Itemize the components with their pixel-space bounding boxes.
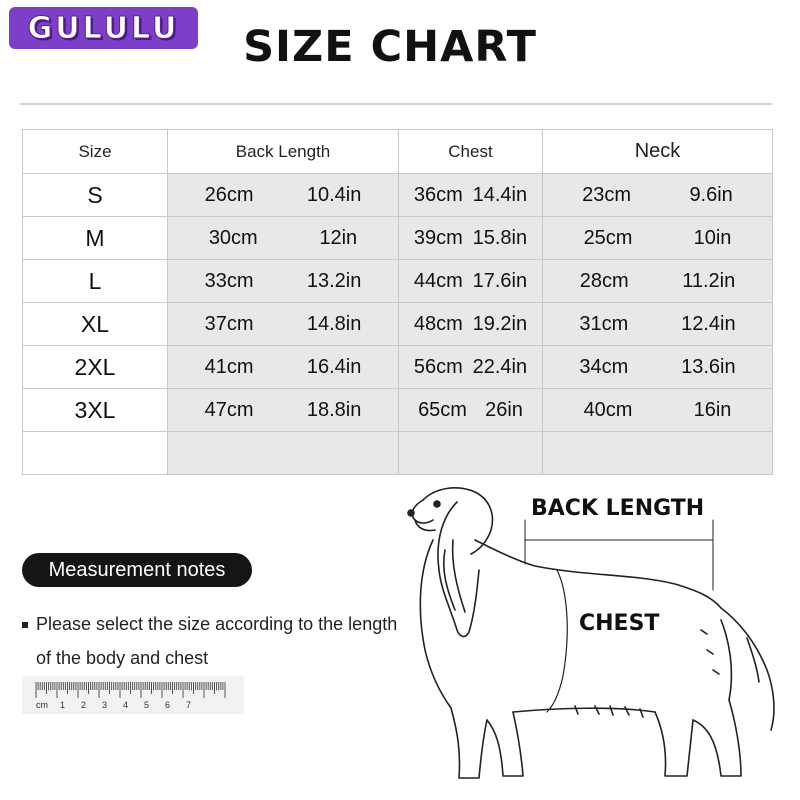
chest-label: CHEST (579, 611, 660, 636)
neck-cell-values (543, 227, 772, 250)
neck-in-value: 12.4in (681, 312, 736, 335)
chest-cm-value: 44cm (413, 269, 463, 292)
table-body (23, 174, 773, 432)
empty-cell (543, 432, 773, 475)
ruler-number: 4 (123, 700, 129, 710)
empty-cell (23, 432, 168, 475)
bullet-icon (22, 622, 28, 628)
size-cell: M (23, 217, 168, 260)
size-cell: XL (23, 303, 168, 346)
back-length-cell-values (168, 227, 398, 250)
ruler-number: 1 (60, 700, 66, 710)
notes-line-1 (22, 607, 412, 641)
page-title: SIZE CHART (243, 22, 537, 72)
chest-in-value: 14.4in (472, 183, 528, 206)
chest-cm-value: 48cm (413, 312, 463, 335)
neck-cm-value: 23cm (582, 183, 632, 206)
chest-cell-values (399, 356, 542, 379)
chest-in-value: 17.6in (472, 269, 528, 292)
chest-cell (399, 389, 543, 432)
chest-cell (399, 174, 543, 217)
back-length-cell-values (168, 270, 398, 293)
ruler-icon (22, 676, 244, 714)
back-length-label: BACK LENGTH (531, 496, 705, 521)
table-row (23, 217, 773, 260)
chest-in-value: 19.2in (472, 312, 528, 335)
neck-cell (543, 303, 773, 346)
back-in-value: 14.8in (306, 312, 362, 335)
chest-cell-values (399, 184, 542, 207)
chest-in-value: 22.4in (472, 355, 528, 378)
header-back-length: Back Length (168, 130, 399, 174)
neck-cell (543, 217, 773, 260)
ruler-graphic (22, 676, 244, 714)
notes-line-1-text: Please select the size according to the length (36, 614, 398, 634)
empty-cell (399, 432, 543, 475)
neck-cm-value: 28cm (579, 269, 629, 292)
table-row-empty (23, 432, 773, 475)
neck-cm-value: 25cm (583, 226, 633, 249)
chest-cell (399, 303, 543, 346)
chest-cm-value: 65cm (418, 398, 467, 421)
ruler-number: 2 (81, 700, 87, 710)
neck-cell (543, 389, 773, 432)
table-row (23, 260, 773, 303)
back-cm-value: 37cm (204, 312, 254, 335)
table-header-row (23, 130, 773, 174)
back-length-cell-values (168, 313, 398, 336)
ruler-number: 5 (144, 700, 150, 710)
back-length-cell (168, 174, 399, 217)
header-size: Size (23, 130, 168, 174)
neck-in-value: 16in (693, 398, 732, 421)
neck-in-value: 10in (693, 226, 732, 249)
chest-cell-values (399, 227, 542, 250)
header-chest: Chest (399, 130, 543, 174)
back-in-value: 16.4in (306, 355, 362, 378)
back-length-cell (168, 346, 399, 389)
back-length-cell-values (168, 184, 398, 207)
measurement-notes-pill: Measurement notes (22, 553, 252, 587)
neck-cm-value: 34cm (579, 355, 629, 378)
table-row (23, 346, 773, 389)
header-neck: Neck (543, 130, 773, 174)
size-cell: 3XL (23, 389, 168, 432)
back-cm-value: 47cm (204, 398, 254, 421)
back-in-value: 13.2in (306, 269, 362, 292)
back-cm-value: 41cm (204, 355, 254, 378)
table-row (23, 389, 773, 432)
back-in-value: 10.4in (306, 183, 362, 206)
chest-cell (399, 217, 543, 260)
chest-cell-values (399, 399, 542, 422)
back-length-cell (168, 217, 399, 260)
ruler-number: 6 (165, 700, 171, 710)
back-length-cell-values (168, 356, 398, 379)
back-length-cell-values (168, 399, 398, 422)
empty-cell (168, 432, 399, 475)
back-cm-value: 26cm (204, 183, 254, 206)
chest-cm-value: 56cm (413, 355, 463, 378)
back-in-value: 12in (319, 226, 358, 249)
ruler-number: 7 (186, 700, 192, 710)
notes-line-2: of the body and chest (36, 648, 209, 668)
neck-cell (543, 174, 773, 217)
neck-cell-values (543, 184, 772, 207)
neck-cell (543, 260, 773, 303)
neck-cm-value: 31cm (579, 312, 629, 335)
neck-cm-value: 40cm (583, 398, 633, 421)
back-length-cell (168, 303, 399, 346)
chest-cell (399, 346, 543, 389)
chest-cm-value: 36cm (413, 183, 463, 206)
neck-cell-values (543, 399, 772, 422)
ruler-number: 3 (102, 700, 108, 710)
back-in-value: 18.8in (306, 398, 362, 421)
size-cell: 2XL (23, 346, 168, 389)
neck-in-value: 13.6in (681, 355, 736, 378)
back-cm-value: 30cm (208, 226, 258, 249)
size-table (22, 129, 773, 475)
chest-cell-values (399, 270, 542, 293)
neck-cell-values (543, 356, 772, 379)
chest-in-value: 15.8in (472, 226, 528, 249)
neck-in-value: 9.6in (689, 183, 733, 206)
table-row (23, 303, 773, 346)
back-length-cell (168, 389, 399, 432)
chest-cm-value: 39cm (413, 226, 463, 249)
back-length-cell (168, 260, 399, 303)
measurement-notes-text (22, 607, 412, 675)
ruler-unit: cm (36, 700, 48, 710)
chest-in-value: 26in (485, 398, 523, 421)
brand-logo-text: GULULU (27, 10, 180, 46)
size-cell: S (23, 174, 168, 217)
neck-in-value: 11.2in (682, 269, 736, 292)
chest-cell (399, 260, 543, 303)
neck-cell-values (543, 270, 772, 293)
table-row (23, 174, 773, 217)
title-divider (20, 103, 772, 105)
chest-cell-values (399, 313, 542, 336)
neck-cell-values (543, 313, 772, 336)
dog-illustration-icon (395, 480, 795, 795)
neck-cell (543, 346, 773, 389)
size-cell: L (23, 260, 168, 303)
back-cm-value: 33cm (204, 269, 254, 292)
